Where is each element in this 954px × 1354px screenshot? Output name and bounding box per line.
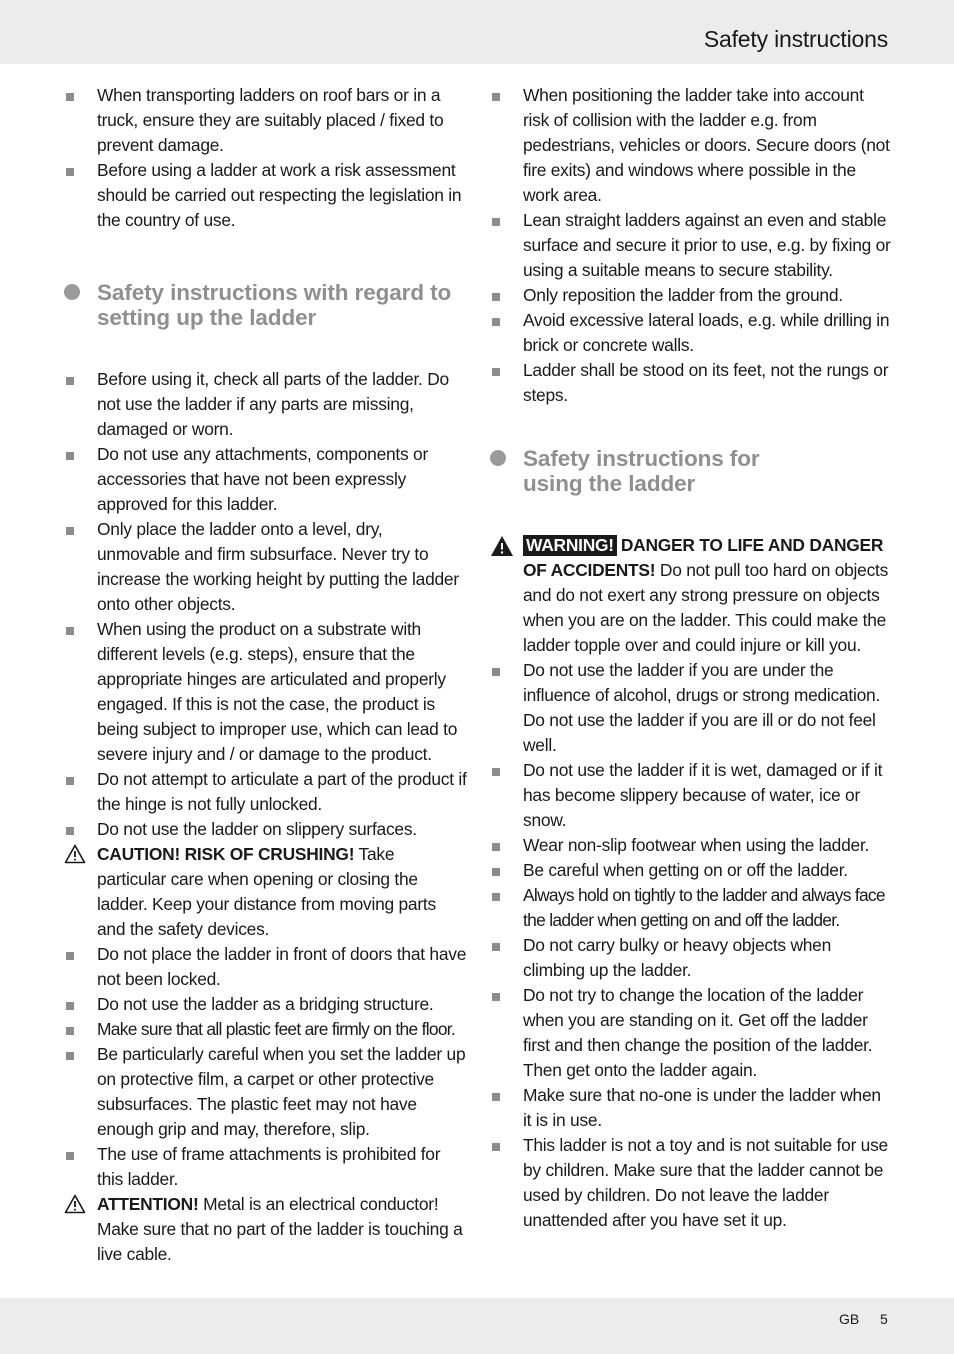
list-item: When using the product on a substrate with different levels (e.g. steps), ensure that the appropriate hinges are articulated and properly engaged. If this is not the case, the product is being subject to improper use, which can lead to severe injury and / or damage to the product.	[63, 617, 467, 767]
square-bullet-icon	[492, 668, 500, 676]
list-item: Do not attempt to articulate a part of the product if the hinge is not fully unlocked.	[63, 767, 467, 817]
list-item: Do not use the ladder on slippery surfaces.	[63, 817, 467, 842]
list-item: Make sure that no-one is under the ladder when it is in use.	[489, 1083, 893, 1133]
page-header	[0, 0, 954, 64]
circle-bullet-icon	[490, 450, 506, 466]
list-item: Wear non-slip footwear when using the ladder.	[489, 833, 893, 858]
warning-badge: WARNING!	[523, 535, 617, 556]
warning-triangle-icon	[64, 844, 86, 864]
square-bullet-icon	[66, 1152, 74, 1160]
square-bullet-icon	[66, 168, 74, 176]
list-item: Do not place the ladder in front of doors that have not been locked.	[63, 942, 467, 992]
list-item: When positioning the ladder take into account risk of collision with the ladder e.g. from pedestrians, vehicles or doors. Secure doors (not fire exits) and windows where possible in the work area.	[489, 83, 893, 208]
caution-label: CAUTION! RISK OF CRUSHING!	[97, 844, 355, 864]
square-bullet-icon	[492, 318, 500, 326]
section-heading-setting-up: Safety instructions with regard to setting up the ladder	[63, 280, 467, 330]
square-bullet-icon	[492, 893, 500, 901]
right-column	[489, 83, 893, 1233]
list-item: Before using it, check all parts of the ladder. Do not use the ladder if any parts are missing, damaged or worn.	[63, 367, 467, 442]
circle-bullet-icon	[64, 284, 80, 300]
list-item: Lean straight ladders against an even and stable surface and secure it prior to use, e.g. by fixing or using a suitable means to secure stability.	[489, 208, 893, 283]
square-bullet-icon	[492, 1143, 500, 1151]
list-item: Do not use the ladder if it is wet, damaged or if it has become slippery because of water, ice or snow.	[489, 758, 893, 833]
page-footer	[0, 1298, 954, 1354]
list-item: Always hold on tightly to the ladder and always face the ladder when getting on and off the ladder.	[489, 883, 893, 933]
list-item: This ladder is not a toy and is not suitable for use by children. Make sure that the ladder cannot be used by children. Do not leave the ladder unattended after you have set it up.	[489, 1133, 893, 1233]
square-bullet-icon	[66, 627, 74, 635]
list-item: Do not use the ladder as a bridging structure.	[63, 992, 467, 1017]
square-bullet-icon	[492, 368, 500, 376]
square-bullet-icon	[492, 868, 500, 876]
square-bullet-icon	[66, 827, 74, 835]
square-bullet-icon	[492, 843, 500, 851]
attention-notice: ATTENTION! Metal is an electrical conductor! Make sure that no part of the ladder is touching a live cable.	[63, 1192, 467, 1267]
square-bullet-icon	[66, 452, 74, 460]
square-bullet-icon	[66, 777, 74, 785]
square-bullet-icon	[66, 527, 74, 535]
list-item: Make sure that all plastic feet are firmly on the floor.	[63, 1017, 467, 1042]
left-column	[63, 83, 467, 1267]
square-bullet-icon	[66, 1027, 74, 1035]
list-item: Do not use any attachments, components or accessories that have not been expressly approved for this ladder.	[63, 442, 467, 517]
list-item: When transporting ladders on roof bars or in a truck, ensure they are suitably placed / fixed to prevent damage.	[63, 83, 467, 158]
square-bullet-icon	[66, 377, 74, 385]
list-item: The use of frame attachments is prohibited for this ladder.	[63, 1142, 467, 1192]
list-item: Avoid excessive lateral loads, e.g. while drilling in brick or concrete walls.	[489, 308, 893, 358]
page-number: 5	[880, 1311, 888, 1327]
caution-notice: CAUTION! RISK OF CRUSHING! Take particular care when opening or closing the ladder. Keep your distance from moving parts and the safety devices.	[63, 842, 467, 942]
list-item: Do not carry bulky or heavy objects when climbing up the ladder.	[489, 933, 893, 983]
square-bullet-icon	[492, 768, 500, 776]
warning-label: DANGER TO LIFE AND DANGER OF ACCIDENTS!	[523, 535, 884, 580]
square-bullet-icon	[492, 1093, 500, 1101]
square-bullet-icon	[492, 943, 500, 951]
list-item: Ladder shall be stood on its feet, not the rungs or steps.	[489, 358, 893, 408]
list-item: Be particularly careful when you set the ladder up on protective film, a carpet or other protective subsurfaces. The plastic feet may not have enough grip and may, therefore, slip.	[63, 1042, 467, 1142]
list-item: Only place the ladder onto a level, dry, unmovable and firm subsurface. Never try to increase the working height by putting the ladder onto other objects.	[63, 517, 467, 617]
list-item: Be careful when getting on or off the ladder.	[489, 858, 893, 883]
list-item: Do not try to change the location of the ladder when you are standing on it. Get off the ladder first and then change the position of the ladder. Then get onto the ladder again.	[489, 983, 893, 1083]
square-bullet-icon	[492, 218, 500, 226]
warning-notice: WARNING! DANGER TO LIFE AND DANGER OF ACCIDENTS! Do not pull too hard on objects and do not exert any strong pressure on objects when you are on the ladder. This could make the ladder topple over and could injure or kill you.	[489, 533, 893, 658]
list-item: Only reposition the ladder from the ground.	[489, 283, 893, 308]
country-code: GB	[839, 1311, 860, 1327]
page-title: Safety instructions	[703, 26, 888, 52]
square-bullet-icon	[492, 93, 500, 101]
square-bullet-icon	[492, 993, 500, 1001]
warning-triangle-filled-icon	[490, 535, 514, 557]
list-item: Do not use the ladder if you are under the influence of alcohol, drugs or strong medication. Do not use the ladder if you are ill or do not feel well.	[489, 658, 893, 758]
square-bullet-icon	[66, 1052, 74, 1060]
square-bullet-icon	[492, 293, 500, 301]
section-heading-using: Safety instructions for using the ladder	[489, 446, 893, 496]
square-bullet-icon	[66, 1002, 74, 1010]
square-bullet-icon	[66, 93, 74, 101]
list-item: Before using a ladder at work a risk assessment should be carried out respecting the legislation in the country of use.	[63, 158, 467, 233]
attention-label: ATTENTION!	[97, 1194, 199, 1214]
warning-triangle-icon	[64, 1194, 86, 1214]
square-bullet-icon	[66, 952, 74, 960]
